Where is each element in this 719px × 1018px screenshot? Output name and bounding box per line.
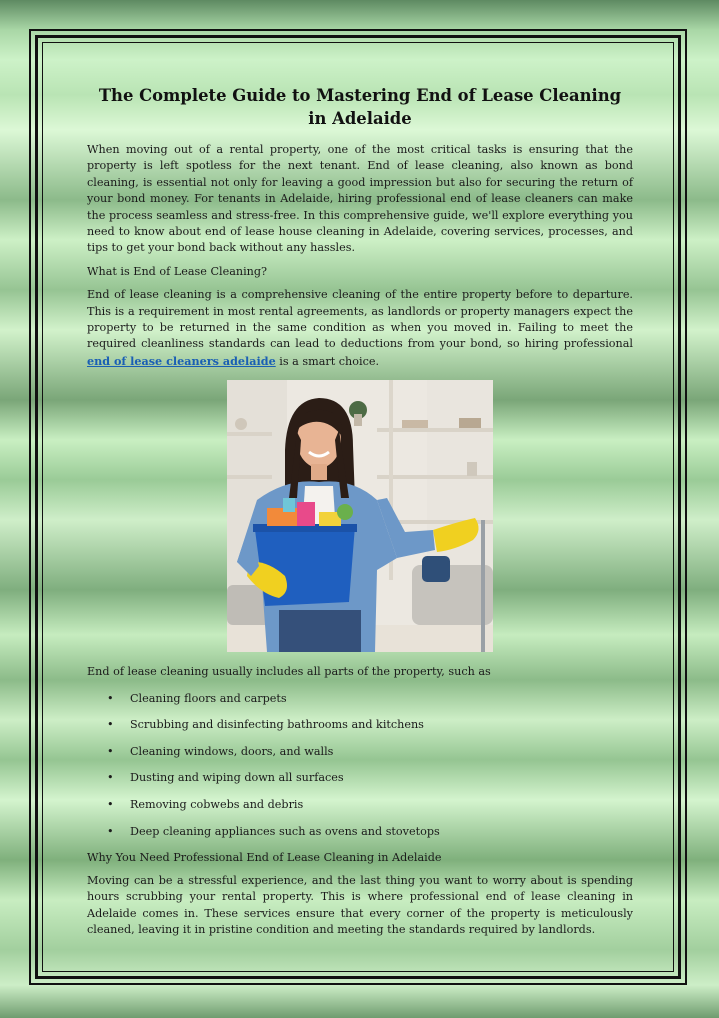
- list-item: • Scrubbing and disinfecting bathrooms and kitchens: [107, 718, 424, 732]
- list-item: • Cleaning windows, doors, and walls: [107, 744, 334, 758]
- list-item: • Removing cobwebs and debris: [107, 798, 304, 812]
- bullet-icon: •: [107, 798, 114, 812]
- section1-heading: What is End of Lease Cleaning?: [87, 264, 268, 278]
- section2-heading: Why You Need Professional End of Lease Cleaning in Adelaide: [87, 850, 442, 864]
- bullet-icon: •: [107, 718, 114, 732]
- intro-paragraph: When moving out of a rental property, one of the most critical tasks is ensuring that the property is left spotless for the next tenant. End of lease cleaning, also known as bond cleaning, is essential not only for leaving a good impression but also for securing the return of your bond money. For tenants in Adelaide, hiring professional end of lease cleaners can make the process seamless and stress-free. In this comprehensive guide, we'll explore everything you need to know about end of lease house cleaning in Adelaide, covering services, processes, and tips to get your bond back without any hassles.: [87, 143, 633, 255]
- list-item: • Cleaning floors and carpets: [107, 691, 287, 705]
- section1-text-before-link: End of lease cleaning is a comprehensive cleaning of the entire property before to departure. This is a requirement in most rental agreements, as landlords or property managers expect the property to be returned in the same condition as when you moved in. Failing to meet the required cleanliness standards can lead to deductions from your bond, so hiring professional: [87, 288, 633, 351]
- document-title: The Complete Guide to Mastering End of Lease Cleaning in Adelaide: [98, 86, 622, 128]
- list-intro: End of lease cleaning usually includes all parts of the property, such as: [87, 665, 491, 679]
- list-item: • Deep cleaning appliances such as ovens and stovetops: [107, 824, 440, 838]
- section1-text-after-link: is a smart choice.: [275, 354, 380, 368]
- bullet-icon: •: [107, 824, 114, 838]
- cleaning-tasks-list: [87, 691, 633, 844]
- section2-paragraph: Moving can be a stressful experience, and the last thing you want to worry about is spending hours scrubbing your rental property. This is where professional end of lease cleaning in Adelaide comes in. These services ensure that every corner of the property is meticulously cleaned, leaving it in pristine condition and meeting the standards required by landlords.: [87, 874, 633, 937]
- bullet-icon: •: [107, 744, 114, 758]
- bullet-icon: •: [107, 771, 114, 785]
- document-body: [87, 84, 633, 946]
- list-item: • Dusting and wiping down all surfaces: [107, 771, 344, 785]
- bullet-icon: •: [107, 691, 114, 705]
- cleaner-photo: [227, 380, 493, 652]
- end-of-lease-cleaners-link[interactable]: end of lease cleaners adelaide: [87, 353, 276, 368]
- section1-paragraph: [87, 287, 633, 370]
